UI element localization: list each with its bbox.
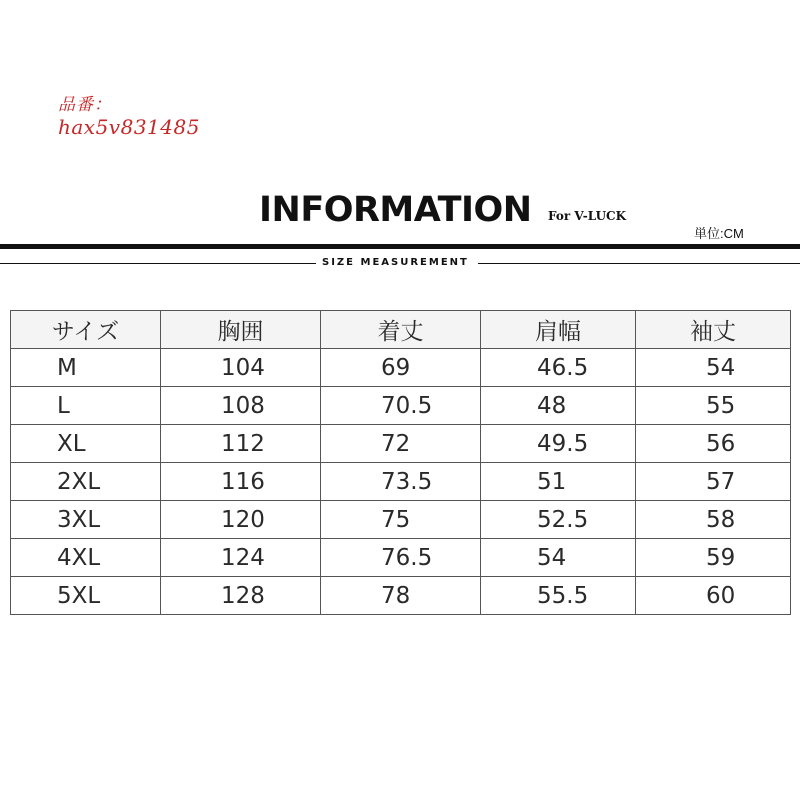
product-code-label: 品番： (58, 95, 112, 115)
chest-cell: 104 (161, 349, 321, 387)
size-cell: M (11, 349, 161, 387)
column-header-length: 着丈 (321, 311, 481, 349)
length-cell: 78 (321, 577, 481, 615)
shoulder-cell: 51 (481, 463, 636, 501)
shoulder-cell: 54 (481, 539, 636, 577)
shoulder-cell: 55.5 (481, 577, 636, 615)
sleeve-cell: 59 (636, 539, 791, 577)
chest-cell: 124 (161, 539, 321, 577)
size-cell: L (11, 387, 161, 425)
chest-cell: 108 (161, 387, 321, 425)
table-row (11, 463, 791, 501)
column-header-size: サイズ (11, 311, 161, 349)
size-cell: XL (11, 425, 161, 463)
table-row (11, 577, 791, 615)
length-cell: 75 (321, 501, 481, 539)
shoulder-cell: 49.5 (481, 425, 636, 463)
chest-cell: 128 (161, 577, 321, 615)
chest-cell: 120 (161, 501, 321, 539)
table-row (11, 349, 791, 387)
header-divider-thick (0, 244, 800, 249)
size-cell: 2XL (11, 463, 161, 501)
sleeve-cell: 55 (636, 387, 791, 425)
section-label: SIZE MEASUREMENT (322, 257, 469, 268)
column-header-chest: 胸囲 (161, 311, 321, 349)
size-table (10, 310, 791, 615)
column-header-shoulder: 肩幅 (481, 311, 636, 349)
size-cell: 5XL (11, 577, 161, 615)
length-cell: 76.5 (321, 539, 481, 577)
sleeve-cell: 60 (636, 577, 791, 615)
sleeve-cell: 54 (636, 349, 791, 387)
sleeve-cell: 58 (636, 501, 791, 539)
product-code (58, 96, 200, 139)
chest-cell: 116 (161, 463, 321, 501)
table-row (11, 501, 791, 539)
chest-cell: 112 (161, 425, 321, 463)
table-row (11, 539, 791, 577)
header-divider-thin-right (478, 263, 800, 264)
table-row (11, 387, 791, 425)
sleeve-cell: 57 (636, 463, 791, 501)
table-header-row (11, 311, 791, 349)
table-row (11, 425, 791, 463)
shoulder-cell: 46.5 (481, 349, 636, 387)
length-cell: 73.5 (321, 463, 481, 501)
size-cell: 3XL (11, 501, 161, 539)
size-cell: 4XL (11, 539, 161, 577)
product-code-value: hax5v831485 (58, 114, 200, 139)
length-cell: 70.5 (321, 387, 481, 425)
sleeve-cell: 56 (636, 425, 791, 463)
column-header-sleeve: 袖丈 (636, 311, 791, 349)
shoulder-cell: 48 (481, 387, 636, 425)
length-cell: 69 (321, 349, 481, 387)
shoulder-cell: 52.5 (481, 501, 636, 539)
page-title: INFORMATION (259, 190, 532, 230)
unit-label: 単位:CM (694, 226, 744, 241)
page-subtitle: For V-LUCK (548, 209, 627, 223)
header-divider-thin-left (0, 263, 316, 264)
length-cell: 72 (321, 425, 481, 463)
